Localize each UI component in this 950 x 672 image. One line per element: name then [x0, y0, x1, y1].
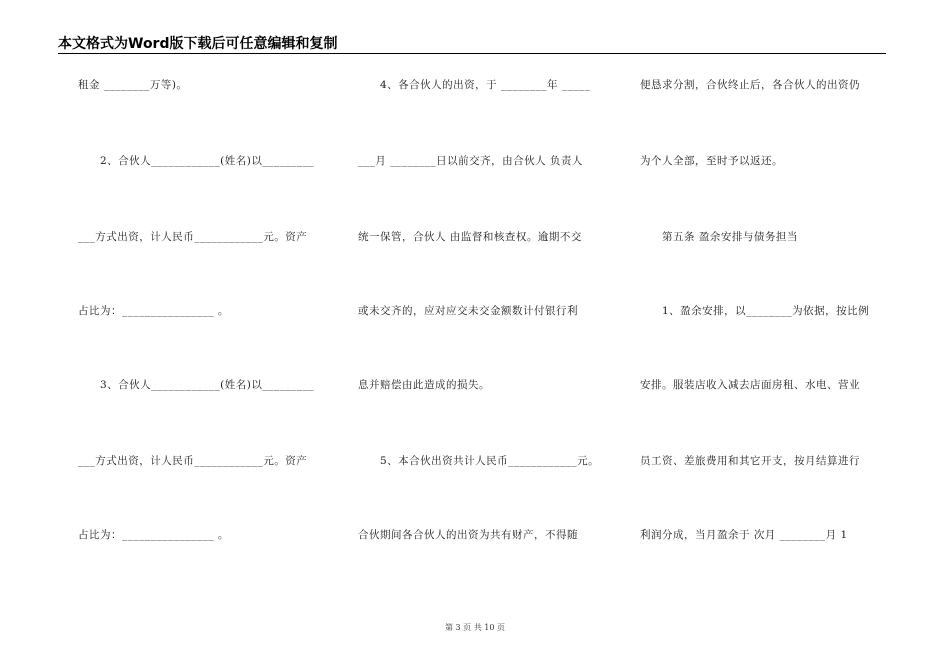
- text-line: ___月 ________日以前交齐，由合伙人 负责人: [358, 155, 583, 167]
- text-line: 3、合伙人____________(姓名)以_________: [100, 379, 315, 391]
- text-line: 便恳求分割，合伙终止后，各合伙人的出资仍: [640, 79, 860, 91]
- text-line: ___方式出资，计人民币____________元。资产: [78, 231, 308, 243]
- text-line: 统一保管，合伙人 由监督和核查权。逾期不交: [358, 231, 582, 243]
- text-line: 利润分成，当月盈余于 次月 ________月 1: [640, 529, 848, 541]
- page-number: 第 3 页 共 10 页: [445, 623, 505, 632]
- section-heading: 第五条 盈余安排与债务担当: [662, 231, 798, 243]
- text-line: 占比为：________________ 。: [78, 529, 229, 541]
- text-column-middle: [348, 0, 608, 672]
- text-line: ___方式出资，计人民币____________元。资产: [78, 455, 308, 467]
- text-line: 占比为：________________ 。: [78, 305, 229, 317]
- text-line: 5、本合伙出资共计人民币____________元。: [380, 455, 600, 467]
- text-line: 租金 ________万等)。: [78, 79, 188, 91]
- text-column-right: [634, 0, 894, 672]
- text-line: 合伙期间各合伙人的出资为共有财产，不得随: [358, 529, 578, 541]
- text-line: 息并赔偿由此造成的损失。: [358, 379, 490, 391]
- text-line: 1、盈余安排，以________为依据，按比例: [662, 305, 870, 317]
- text-line: 或未交齐的，应对应交未交金额数计付银行利: [358, 305, 578, 317]
- text-line: 员工资、差旅费用和其它开支，按月结算进行: [640, 455, 860, 467]
- text-line: 安排。服装店收入减去店面房租、水电、营业: [640, 379, 860, 391]
- text-column-left: [58, 0, 318, 672]
- document-header: 本文格式为Word版下载后可任意编辑和复制: [58, 36, 338, 52]
- text-line: 2、合伙人____________(姓名)以_________: [100, 155, 315, 167]
- text-line: 4、各合伙人的出资，于 ________年 _____: [380, 79, 591, 91]
- text-line: 为个人全部，至时予以返还。: [640, 155, 783, 167]
